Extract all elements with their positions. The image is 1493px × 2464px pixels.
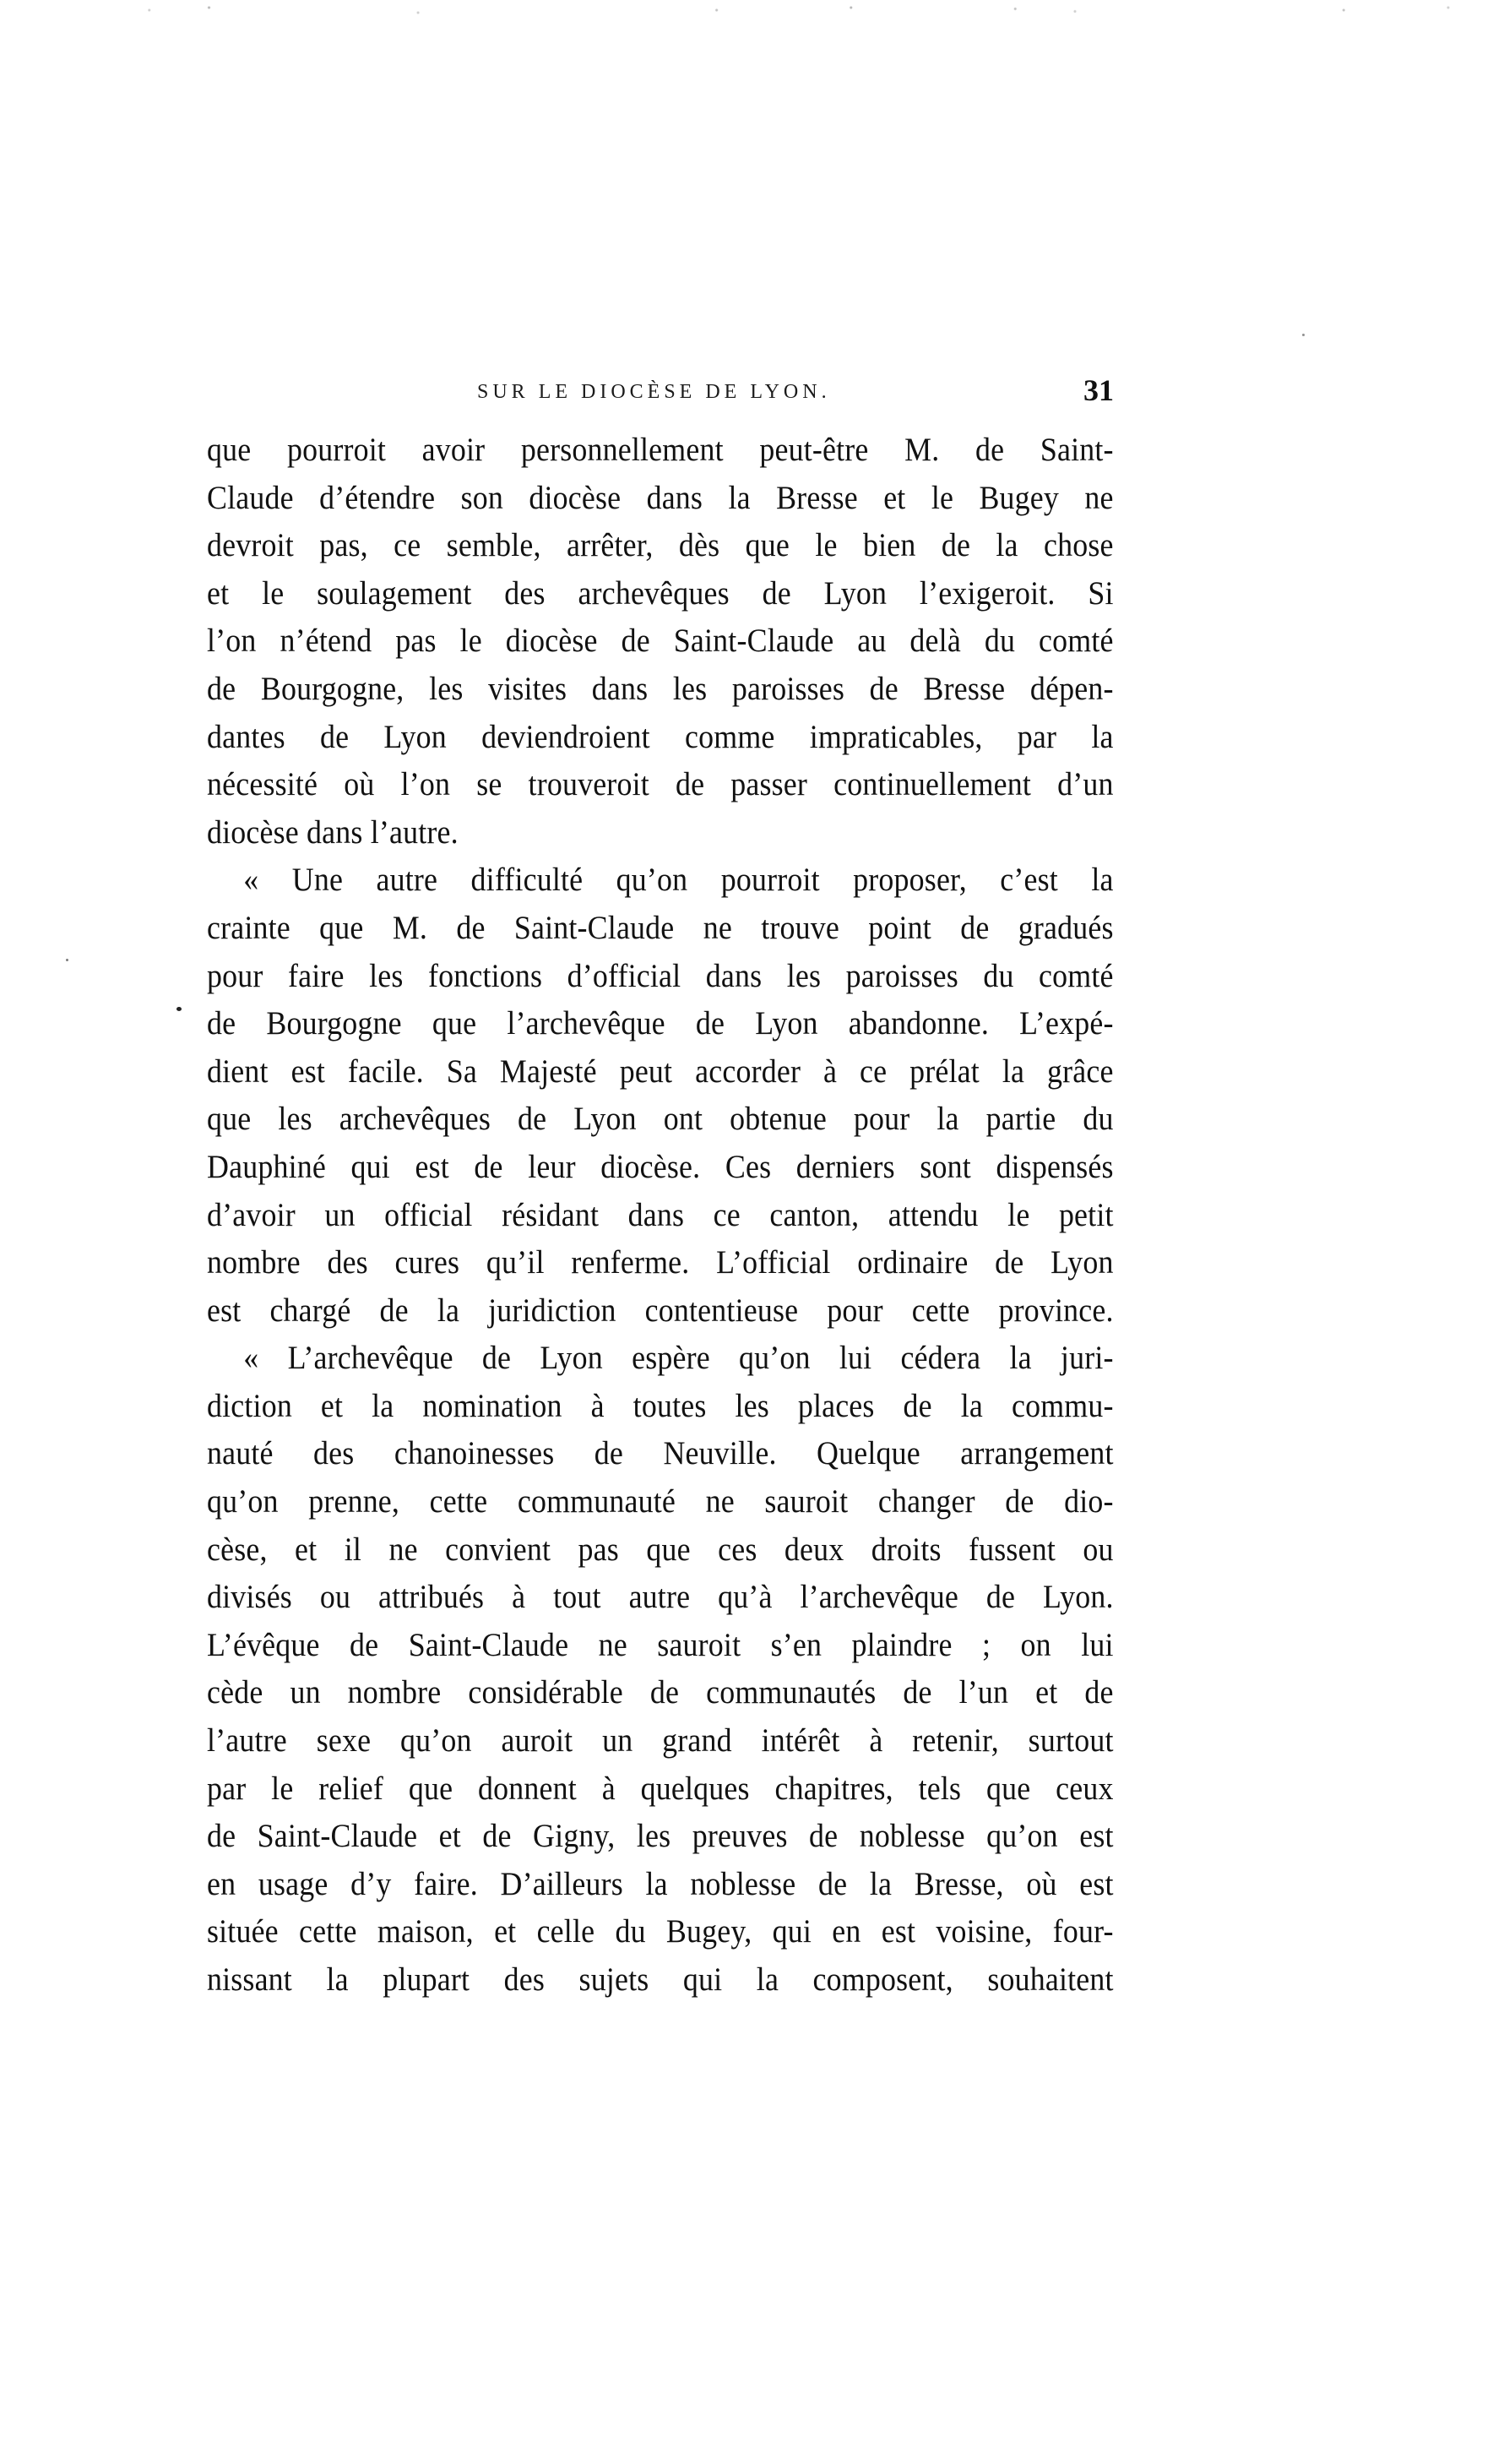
margin-speck: [66, 959, 68, 961]
text-line: divisés ou attribués à tout autre qu’à l’archevêque de Lyon.: [207, 1579, 1114, 1616]
text-line: qu’on prenne, cette communauté ne sauroit changer de dio-: [207, 1483, 1114, 1520]
text-line: pour faire les fonctions d’official dans les paroisses du comté: [207, 957, 1114, 994]
text-line: d’avoir un official résidant dans ce canton, attendu le petit: [207, 1196, 1114, 1233]
text-line: l’autre sexe qu’on auroit un grand intérêt à retenir, surtout: [207, 1722, 1114, 1760]
text-line: Claude d’étendre son diocèse dans la Bresse et le Bugey ne: [207, 479, 1114, 516]
page-number: 31: [1083, 373, 1114, 407]
text-line: « Une autre difficulté qu’on pourroit proposer, c’est la: [243, 862, 1114, 899]
text-line: que les archevêques de Lyon ont obtenue pour la partie du: [207, 1101, 1114, 1138]
text-line: diction et la nomination à toutes les places de la commu-: [207, 1387, 1114, 1424]
text-line: dantes de Lyon deviendroient comme impraticables, par la: [207, 718, 1114, 755]
text-line: « L’archevêque de Lyon espère qu’on lui cédera la juri-: [243, 1340, 1114, 1377]
text-line: nombre des cures qu’il renferme. L’official ordinaire de Lyon: [207, 1244, 1114, 1281]
text-line: située cette maison, et celle du Bugey, qui en est voisine, four-: [207, 1913, 1114, 1950]
text-line: nissant la plupart des sujets qui la composent, souhaitent: [207, 1961, 1114, 1998]
text-line: de Bourgogne que l’archevêque de Lyon abandonne. L’expé-: [207, 1005, 1114, 1042]
text-line: cède un nombre considérable de communautés de l’un et de: [207, 1674, 1114, 1711]
body-text: [207, 427, 1114, 2004]
text-line: dient est facile. Sa Majesté peut accorder à ce prélat la grâce: [207, 1053, 1114, 1090]
text-line: est chargé de la juridiction contentieuse pour cette province.: [207, 1292, 1114, 1329]
text-line: diocèse dans l’autre.: [207, 813, 459, 851]
text-line: l’on n’étend pas le diocèse de Saint-Claude au delà du comté: [207, 623, 1114, 660]
text-line: de Saint-Claude et de Gigny, les preuves de noblesse qu’on est: [207, 1818, 1114, 1855]
margin-speck: [1302, 334, 1305, 336]
text-line: nécessité où l’on se trouveroit de passer continuellement d’un: [207, 766, 1114, 803]
text-line: devroit pas, ce semble, arrêter, dès que le bien de la chose: [207, 527, 1114, 564]
text-line: cèse, et il ne convient pas que ces deux droits fussent ou: [207, 1531, 1114, 1568]
scan-noise: [0, 0, 1493, 25]
text-line: nauté des chanoinesses de Neuville. Quelque arrangement: [207, 1435, 1114, 1472]
text-line: crainte que M. de Saint-Claude ne trouve point de gradués: [207, 909, 1114, 946]
running-head: [207, 373, 1114, 407]
margin-speck: [176, 1007, 182, 1011]
text-line: et le soulagement des archevêques de Lyon l’exigeroit. Si: [207, 574, 1114, 612]
text-line: L’évêque de Saint-Claude ne sauroit s’en plaindre ; on lui: [207, 1626, 1114, 1663]
text-line: de Bourgogne, les visites dans les paroisses de Bresse dépen-: [207, 670, 1114, 707]
text-line: en usage d’y faire. D’ailleurs la noblesse de la Bresse, où est: [207, 1865, 1114, 1902]
text-line: que pourroit avoir personnellement peut-être M. de Saint-: [207, 432, 1114, 468]
running-title: SUR LE DIOCÈSE DE LYON.: [477, 381, 831, 403]
text-line: Dauphiné qui est de leur diocèse. Ces derniers sont dispensés: [207, 1148, 1114, 1185]
text-line: par le relief que donnent à quelques chapitres, tels que ceux: [207, 1770, 1114, 1807]
